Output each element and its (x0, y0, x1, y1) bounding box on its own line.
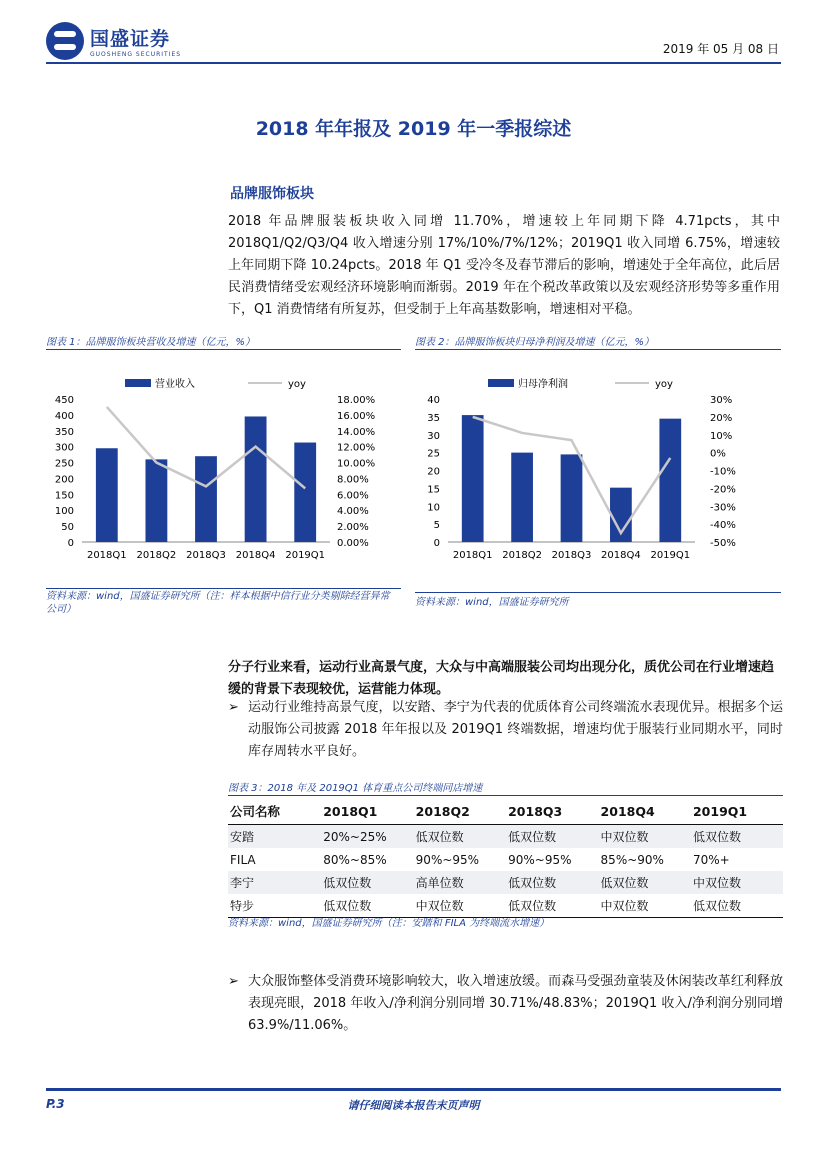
chart-revenue (40, 365, 405, 575)
table-caption: 图表 3：2018 年及 2019Q1 体育重点公司终端同店增速 (228, 783, 483, 794)
y-tick-label: 20 (427, 466, 440, 478)
y2-tick-label: 10.00% (337, 458, 376, 470)
y-tick-label: 450 (54, 395, 74, 406)
x-tick-label: 2019Q1 (285, 550, 326, 561)
table-cell: FILA (230, 852, 256, 867)
table-cell: 低双位数 (691, 825, 783, 849)
y2-tick-label: 0.00% (337, 538, 369, 549)
table-cell: 中双位数 (691, 871, 783, 894)
legend-bar-swatch (125, 379, 151, 387)
figure2-source-line (415, 592, 781, 593)
bullet-sports (228, 697, 783, 763)
table-header-cell: 2018Q3 (506, 798, 598, 825)
table-row (228, 871, 783, 894)
y-tick-label: 200 (54, 474, 74, 486)
table-header-cell: 公司名称 (228, 798, 321, 825)
figure2-caption-line (415, 349, 781, 350)
x-tick-label: 2018Q1 (86, 550, 127, 561)
table-cell: 90%~95% (415, 852, 480, 867)
x-tick-label: 2018Q4 (601, 550, 641, 561)
y2-tick-label: 4.00% (337, 506, 369, 518)
table-cell: 低双位数 (323, 899, 372, 913)
y2-tick-label: -50% (710, 538, 736, 549)
table-cell: 李宁 (228, 871, 321, 894)
y2-tick-label: 20% (710, 412, 733, 424)
table-cell: 高单位数 (414, 871, 506, 894)
subsection-heading: 分子行业来看，运动行业高景气度，大众与中高端服装公司均出现分化，质优公司在行业增速趋缓的背景下表现较优，运营能力体现。 (228, 660, 775, 697)
y2-tick-label: 18.00% (337, 395, 376, 406)
table-row (228, 848, 783, 871)
table-source: 资料来源：wind，国盛证券研究所（注：安踏和 FILA 为终端流水增速） (228, 918, 550, 929)
y-tick-label: 100 (54, 506, 74, 518)
figure1-caption-line (46, 349, 401, 350)
figure1-source-line (46, 588, 401, 589)
logo-icon (46, 22, 84, 60)
table-cell: 低双位数 (414, 825, 506, 849)
y-tick-label: 35 (427, 412, 440, 424)
table-cell: 特步 (230, 899, 255, 913)
x-tick-label: 2018Q2 (502, 550, 542, 561)
y2-tick-label: -10% (710, 466, 736, 478)
footer-disclaimer: 请仔细阅读本报告末页声明 (347, 1099, 480, 1112)
table-cell: 中双位数 (599, 825, 691, 849)
section-paragraph: 2018 年品牌服装板块收入同增 11.70%，增速较上年同期下降 4.71pcts，其中 2018Q1/Q2/Q3/Q4 收入增速分别 17%/10%/7%/12%；2019Q1 收入同增 6.75%，增速较上年同期下降 10.24pcts。2018 年 Q1 受冷冬及春节滞后的影响，增速处于全年高位，此后居民消费情绪受宏观经济环境影响而渐弱。2019 年在个税改革政策以及宏观经济形势等多重作用下，Q1 消费情绪有所复苏，但受制于上年高基数影响，增速相对平稳。 (228, 214, 780, 317)
y-tick-label: 250 (54, 458, 74, 470)
y-tick-label: 15 (427, 484, 440, 496)
report-date: 2019 年 05 月 08 日 (662, 42, 779, 56)
brand-name: 国盛证券 (90, 28, 171, 50)
x-tick-label: 2018Q4 (235, 550, 276, 561)
header-divider (46, 62, 781, 64)
table-cell: 低双位数 (321, 871, 413, 894)
y2-tick-label: 16.00% (337, 410, 376, 422)
y2-tick-label: 10% (710, 430, 733, 442)
page-number: P.3 (46, 1097, 65, 1111)
y-tick-label: 0 (433, 538, 440, 549)
y-tick-label: 10 (427, 502, 440, 514)
footer-divider (46, 1088, 781, 1091)
table-row (228, 894, 783, 917)
figure1-source: 资料来源：wind，国盛证券研究所（注：样本根据中信行业分类剔除经营异常公司） (46, 591, 390, 615)
table-cell: 低双位数 (508, 899, 557, 913)
y-tick-label: 40 (427, 395, 440, 406)
x-tick-label: 2018Q2 (136, 550, 177, 561)
y2-tick-label: 30% (710, 395, 733, 406)
y2-tick-label: 0% (710, 448, 726, 460)
figure1-caption: 图表 1：品牌服饰板块营收及增速（亿元，%） (46, 337, 256, 348)
bar (96, 448, 118, 542)
y-tick-label: 25 (427, 448, 440, 460)
table-row (228, 825, 783, 849)
bar (245, 416, 267, 542)
y-tick-label: 150 (54, 490, 74, 502)
legend-bar-label: 营业收入 (155, 379, 195, 390)
table-cell: 安踏 (228, 825, 321, 849)
y2-tick-label: 6.00% (337, 490, 369, 502)
legend-bar-swatch (488, 379, 514, 387)
table-cell: 低双位数 (692, 899, 741, 913)
x-tick-label: 2018Q3 (186, 550, 226, 561)
legend-line-label: yoy (288, 379, 306, 390)
bar (659, 419, 681, 542)
y-tick-label: 30 (427, 430, 440, 442)
y2-tick-label: -20% (710, 484, 736, 496)
bar (561, 454, 583, 542)
figure2-caption: 图表 2：品牌服饰板块归母净利润及增速（亿元，%） (415, 337, 655, 348)
table-header-cell: 2018Q2 (414, 798, 506, 825)
bar (294, 443, 316, 542)
y2-tick-label: 8.00% (337, 474, 369, 486)
brand-name-en: GUOSHENG SECURITIES (90, 51, 182, 58)
y2-tick-label: -30% (710, 502, 736, 514)
table-header-cell: 2019Q1 (691, 798, 783, 825)
table-cell: 中双位数 (600, 899, 649, 913)
arrow-bullet-icon: ➢ (228, 700, 239, 715)
table-cell: 低双位数 (599, 871, 691, 894)
table-cell: 20%~25% (321, 825, 413, 849)
table-cell: 低双位数 (506, 871, 598, 894)
legend-bar-label: 归母净利润 (518, 379, 568, 390)
y-tick-label: 350 (54, 426, 74, 438)
bullet-sports-text: 运动行业维持高景气度，以安踏、李宁为代表的优质体育公司终端流水表现优异。根据多个运动服饰公司披露 2018 年年报以及 2019Q1 终端数据，增速均优于服装行业同期水平，同时库存周转水平良好。 (248, 700, 783, 759)
y-tick-label: 50 (61, 522, 74, 534)
arrow-bullet-icon: ➢ (228, 974, 239, 989)
y-tick-label: 400 (54, 410, 74, 422)
y2-tick-label: 14.00% (337, 426, 376, 438)
brand-logo-block (46, 22, 181, 60)
table-header-row (228, 798, 783, 825)
bullet-mass-apparel-text: 大众服饰整体受消费环境影响较大，收入增速放缓。而森马受强劲童装及休闲装改革红利释放表现亮眼，2018 年收入/净利润分别同增 30.71%/48.83%；2019Q1 收入/净利润分别同增 63.9%/11.06%。 (248, 974, 783, 1033)
bullet-mass-apparel (228, 971, 783, 1037)
y-tick-label: 0 (67, 538, 74, 549)
y-tick-label: 5 (433, 520, 440, 532)
table-cell: 90%~95% (508, 852, 572, 867)
y-tick-label: 300 (54, 442, 74, 454)
bar (145, 459, 167, 542)
table-cell: 85%~90% (600, 852, 664, 867)
bar (195, 456, 217, 542)
table-cell: 低双位数 (506, 825, 598, 849)
store-growth-table (228, 798, 783, 917)
section-title: 品牌服饰板块 (230, 186, 314, 202)
bar (462, 415, 484, 542)
y2-tick-label: 2.00% (337, 522, 369, 534)
x-tick-label: 2019Q1 (650, 550, 691, 561)
page-title: 2018 年年报及 2019 年一季报综述 (255, 118, 572, 140)
chart-net-profit (410, 365, 785, 575)
table-header-cell: 2018Q4 (599, 798, 691, 825)
table-caption-line (228, 795, 783, 796)
table-header-cell: 2018Q1 (321, 798, 413, 825)
legend-line-label: yoy (655, 379, 673, 390)
table-cell: 70%+ (692, 852, 730, 867)
bar (511, 453, 533, 542)
table-cell: 中双位数 (415, 899, 464, 913)
y2-tick-label: -40% (710, 520, 736, 532)
x-tick-label: 2018Q3 (551, 550, 592, 561)
figure2-source: 资料来源：wind，国盛证券研究所 (415, 597, 569, 608)
y2-tick-label: 12.00% (337, 442, 376, 454)
x-tick-label: 2018Q1 (452, 550, 493, 561)
table-cell: 80%~85% (323, 852, 387, 867)
